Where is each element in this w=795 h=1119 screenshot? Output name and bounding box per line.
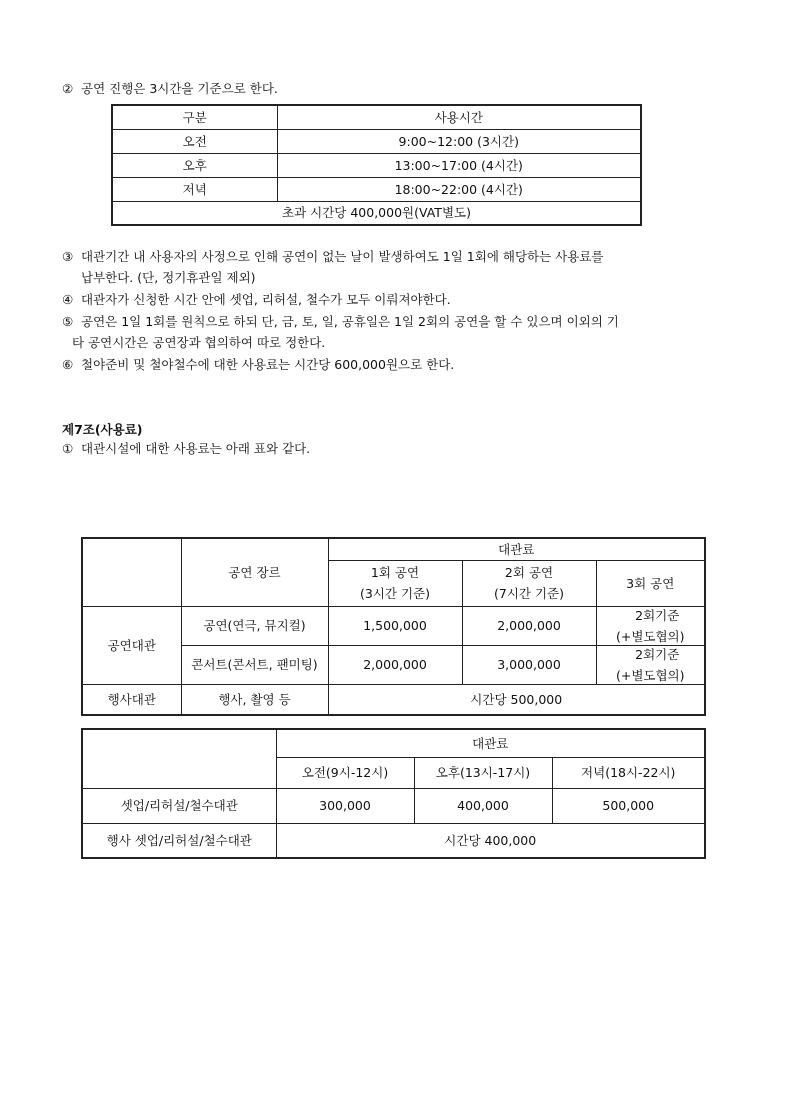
article7-item-1 (62, 440, 310, 458)
cell-fee-2: 3,000,000 (462, 645, 596, 684)
cell-time: 9:00~12:00 (3시간) (277, 129, 641, 153)
item-number: ② (62, 81, 74, 96)
header-rental-fee: 대관료 (328, 538, 705, 560)
item-4 (62, 291, 451, 309)
empty-corner-cell (82, 538, 181, 606)
header-2-show-sub: (7시간 기준) (494, 586, 564, 601)
cell-hourly-fee: 시간당 500,000 (328, 684, 705, 715)
item-3 (62, 248, 603, 266)
table-row (112, 177, 641, 201)
cell-fee-3-line2: (+별도협의) (615, 628, 685, 644)
group-event-rental: 행사대관 (82, 684, 181, 715)
cell-fee-2: 2,000,000 (462, 606, 596, 645)
header-afternoon: 오후(13시-17시) (414, 757, 552, 788)
cell-period: 저녁 (112, 177, 277, 201)
item-number: ⑤ (62, 314, 74, 329)
group-performance-rental: 공연대관 (82, 606, 181, 684)
setup-fee-table (81, 728, 706, 859)
item-6 (62, 356, 454, 374)
header-2-show-title: 2회 공연 (504, 565, 554, 580)
header-3-show: 3회 공연 (596, 560, 705, 606)
item-number: ① (62, 441, 74, 456)
row-label: 행사 셋업/리허설/철수대관 (82, 823, 276, 858)
item-number: ⑥ (62, 357, 74, 372)
cell-fee-3-line2: (+별도협의) (615, 667, 685, 683)
cell-morning-fee: 300,000 (276, 788, 414, 823)
header-usage-time: 사용시간 (277, 105, 641, 129)
header-rental-fee: 대관료 (276, 729, 705, 757)
table-row (112, 129, 641, 153)
cell-time: 18:00~22:00 (4시간) (277, 177, 641, 201)
item-2 (62, 80, 278, 98)
header-1-show (328, 560, 462, 606)
table-header-row (112, 105, 641, 129)
item-5 (62, 313, 619, 331)
cell-genre: 공연(연극, 뮤지컬) (181, 606, 328, 645)
table-row (112, 153, 641, 177)
table-row (82, 606, 705, 645)
item-text: 공연은 1일 1회를 원칙으로 하되 단, 금, 토, 일, 공휴일은 1일 2회의 공연을 할 수 있으며 이외의 기 (81, 314, 619, 329)
cell-fee-3-line1: 2회기준 (635, 607, 680, 623)
cell-genre: 콘서트(콘서트, 팬미팅) (181, 645, 328, 684)
cell-fee-3 (596, 606, 705, 645)
item-text: 대관기간 내 사용자의 사정으로 인해 공연이 없는 날이 발생하여도 1일 1회에 해당하는 사용료를 (81, 249, 604, 264)
header-morning: 오전(9시-12시) (276, 757, 414, 788)
header-1-show-title: 1회 공연 (370, 565, 420, 580)
item-text: 철야준비 및 철야철수에 대한 사용료는 시간당 600,000원으로 한다. (81, 357, 455, 372)
cell-period: 오전 (112, 129, 277, 153)
cell-fee-1: 2,000,000 (328, 645, 462, 684)
cell-fee-1: 1,500,000 (328, 606, 462, 645)
cell-period: 오후 (112, 153, 277, 177)
cell-time: 13:00~17:00 (4시간) (277, 153, 641, 177)
item-5-continuation: 타 공연시간은 공연장과 협의하여 따로 정한다. (72, 335, 326, 350)
header-evening: 저녁(18시-22시) (552, 757, 705, 788)
schedule-table (111, 104, 642, 226)
cell-overtime: 초과 시간당 400,000원(VAT별도) (112, 201, 641, 225)
article-heading: 제7조(사용료) (62, 422, 143, 437)
cell-fee-3-line1: 2회기준 (635, 646, 680, 662)
cell-genre: 행사, 촬영 등 (181, 684, 328, 715)
header-2-show (462, 560, 596, 606)
cell-hourly-fee: 시간당 400,000 (276, 823, 705, 858)
empty-corner-cell (82, 729, 276, 788)
item-number: ③ (62, 249, 74, 264)
cell-evening-fee: 500,000 (552, 788, 705, 823)
fee-table (81, 537, 706, 716)
header-1-show-sub: (3시간 기준) (360, 586, 430, 601)
item-text: 대관자가 신청한 시간 안에 셋업, 리허설, 철수가 모두 이뤄져야한다. (81, 292, 451, 307)
table-row (82, 684, 705, 715)
item-3-continuation: 납부한다. (단, 정기휴관일 제외) (81, 270, 256, 285)
item-number: ④ (62, 292, 74, 307)
item-text: 공연 진행은 3시간을 기준으로 한다. (81, 81, 278, 96)
header-genre: 공연 장르 (181, 538, 328, 606)
header-category: 구분 (112, 105, 277, 129)
cell-fee-3 (596, 645, 705, 684)
item-text: 대관시설에 대한 사용료는 아래 표와 같다. (81, 441, 311, 456)
table-row (82, 788, 705, 823)
row-label: 셋업/리허설/철수대관 (82, 788, 276, 823)
cell-afternoon-fee: 400,000 (414, 788, 552, 823)
table-row (82, 823, 705, 858)
table-footer-row (112, 201, 641, 225)
